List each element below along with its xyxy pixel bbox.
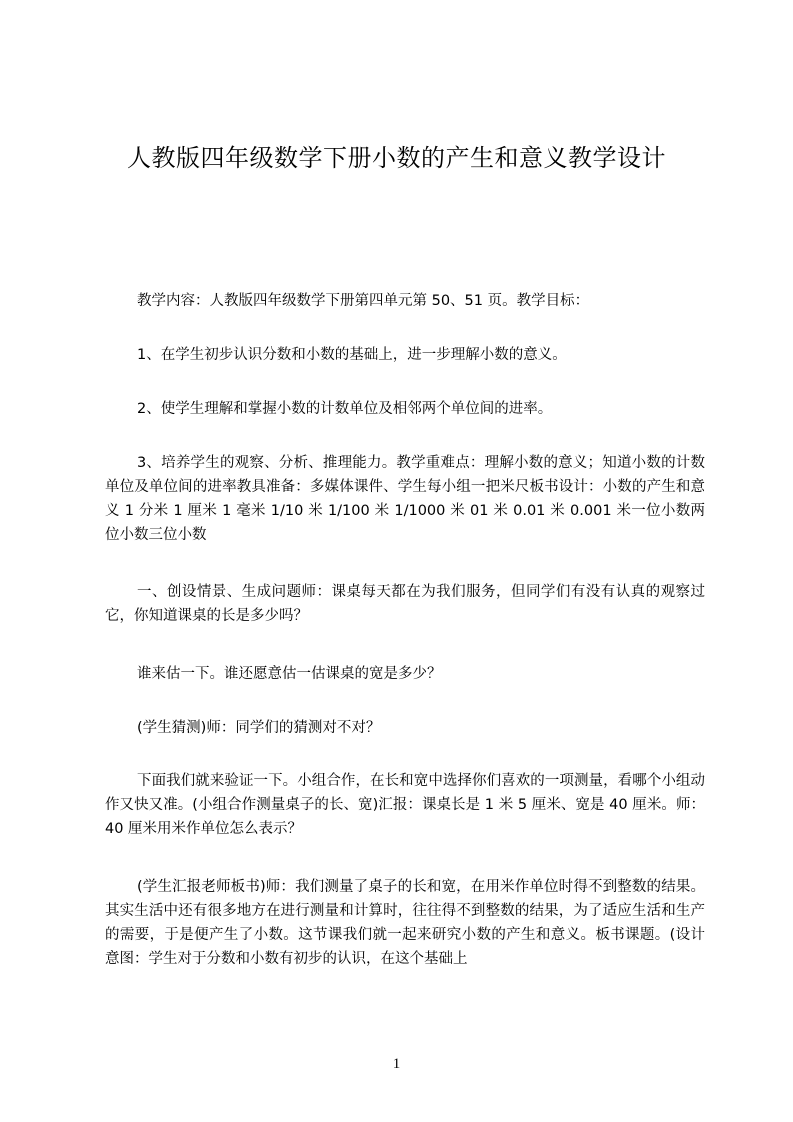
paragraph-section-1: 一、创设情景、生成问题师：课桌每天都在为我们服务，但同学们有没有认真的观察过它，你知道课桌的长是多少吗？ xyxy=(105,584,705,624)
paragraph-guess: (学生猜测)师：同学们的猜测对不对？ xyxy=(137,720,381,736)
page-number: 1 xyxy=(392,1056,401,1072)
paragraph-goal-2: 2、使学生理解和掌握小数的计数单位及相邻两个单位间的进率。 xyxy=(137,401,553,417)
paragraph-report: (学生汇报老师板书)师：我们测量了桌子的长和宽，在用米作单位时得不到整数的结果。其实生活中还有很多地方在进行测量和计算时，往往得不到整数的结果，为了适应生活和生产的需要，于是便产生了小数。这节课我们就一起来研究小数的产生和意义。板书课题。(设计意图：学生对于分数和小数有初步的认识，在这个基础上 xyxy=(105,879,705,967)
paragraph-goal-1: 1、在学生初步认识分数和小数的基础上，进一步理解小数的意义。 xyxy=(137,347,567,363)
paragraph-verify: 下面我们就来验证一下。小组合作，在长和宽中选择你们喜欢的一项测量，看哪个小组动作又快又准。(小组合作测量桌子的长、宽)汇报：课桌长是 1 米 5 厘米、宽是 40 厘米。师：40 厘米用米作单位怎么表示？ xyxy=(105,773,705,837)
paragraph-estimate: 谁来估一下。谁还愿意估一估课桌的宽是多少？ xyxy=(137,666,442,682)
paragraph-goal-3: 3、培养学生的观察、分析、推理能力。教学重难点：理解小数的意义；知道小数的计数单位及单位间的进率教具准备：多媒体课件、学生每小组一把米尺板书设计：小数的产生和意义 1 分米 1 厘米 1 毫米 1/10 米 1/100 米 1/1000 米 01 米 0.01 米 0.001 米一位小数两位小数三位小数 xyxy=(105,455,705,543)
paragraph-teaching-content: 教学内容：人教版四年级数学下册第四单元第 50、51 页。教学目标： xyxy=(137,293,590,309)
document-title: 人教版四年级数学下册小数的产生和意义教学设计 xyxy=(127,144,666,172)
